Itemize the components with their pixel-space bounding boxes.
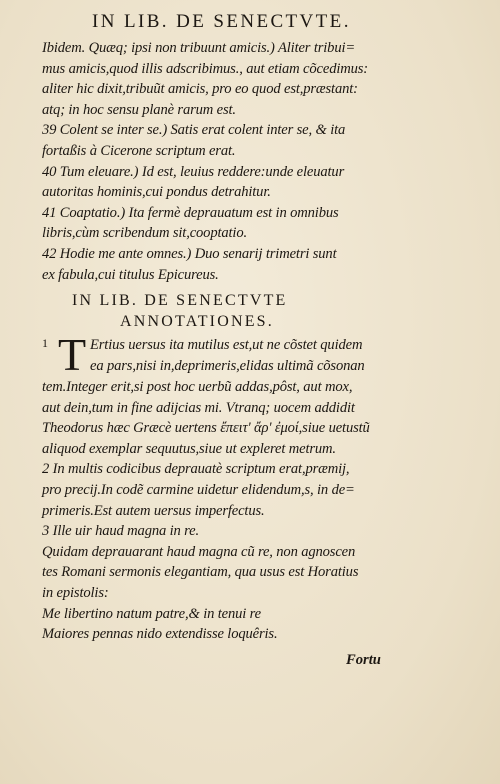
text-line: Me libertino natum patre,& in tenui re	[42, 605, 261, 622]
text-line: 3 Ille uir haud magna in re.	[42, 523, 199, 540]
section-subtitle: ANNOTATIONES.	[120, 313, 274, 330]
catchword: Fortu	[346, 652, 381, 668]
text-line: 39 Colent se inter se.) Satis erat colent inter se, & ita	[42, 122, 346, 139]
text-line: 42 Hodie me ante omnes.) Duo senarij trimetri sunt	[42, 245, 337, 262]
text-line: ex fabula,cui titulus Epicureus.	[42, 266, 219, 283]
text-line: 41 Coaptatio.) Ita fermè deprauatum est in omnibus	[42, 204, 339, 221]
running-head: IN LIB. DE SENECTVTE.	[92, 11, 351, 32]
text-line: 40 Tum eleuare.) Id est, leuius reddere:unde eleuatur	[42, 163, 345, 180]
text-line: in epistolis:	[42, 584, 109, 601]
text-line: Maiores pennas nido extendisse loquêris.	[42, 626, 278, 643]
text-line: Ibidem. Quæq; ipsi non tribuunt amicis.) Aliter tribui=	[42, 40, 356, 56]
note-marker: 1	[42, 336, 48, 350]
text-line: 2 In multis codicibus deprauatè scriptum erat,præmij,	[42, 461, 350, 478]
text-line: ea pars,nisi in,deprimeris,elidas ultimã cõsonan	[90, 357, 365, 374]
text-line: libris,cùm scribendum sit,cooptatio.	[42, 225, 247, 242]
text-line: atq; in hoc sensu planè rarum est.	[42, 101, 236, 118]
notes-block	[42, 38, 437, 285]
annotation-block	[42, 377, 437, 645]
text-line: Ertius uersus ita mutilus est,ut ne cõstet quidem	[90, 337, 363, 353]
text-line: aliquod exemplar sequutus,siue ut expleret metrum.	[42, 440, 336, 457]
text-line: primeris.Est autem uersus imperfectus.	[42, 502, 265, 519]
text-line: tes Romani sermonis elegantiam, qua usus est Horatius	[42, 564, 359, 581]
text-line: aut dein,tum in fine adijcias mi. Vtranq; uocem addidit	[42, 399, 355, 416]
text-line: mus amicis,quod illis adscribimus., aut etiam cõcedimus:	[42, 60, 369, 77]
drop-cap: T	[58, 329, 87, 380]
text-line: fortaßis à Cicerone scriptum erat.	[42, 142, 236, 159]
text-line: pro precij.In codẽ carmine uidetur elidendum,s, in de=	[42, 481, 355, 498]
text-line: tem.Integer erit,si post hoc uerbũ addas,pôst, aut mox,	[42, 379, 353, 395]
annotation-indented	[90, 335, 440, 376]
text-line: Theodorus hæc Græcè uertens ἔπειτ' ἄρ' ἐμοί,siue uetustũ	[42, 420, 370, 437]
text-line: Quidam deprauarant haud magna cũ re, non agnoscen	[42, 543, 356, 560]
section-title: IN LIB. DE SENECTVTE	[72, 292, 288, 309]
text-line: autoritas hominis,cui pondus detrahitur.	[42, 184, 271, 201]
text-line: aliter hic dixit,tribuũt amicis, pro eo quod est,præstant:	[42, 81, 358, 98]
